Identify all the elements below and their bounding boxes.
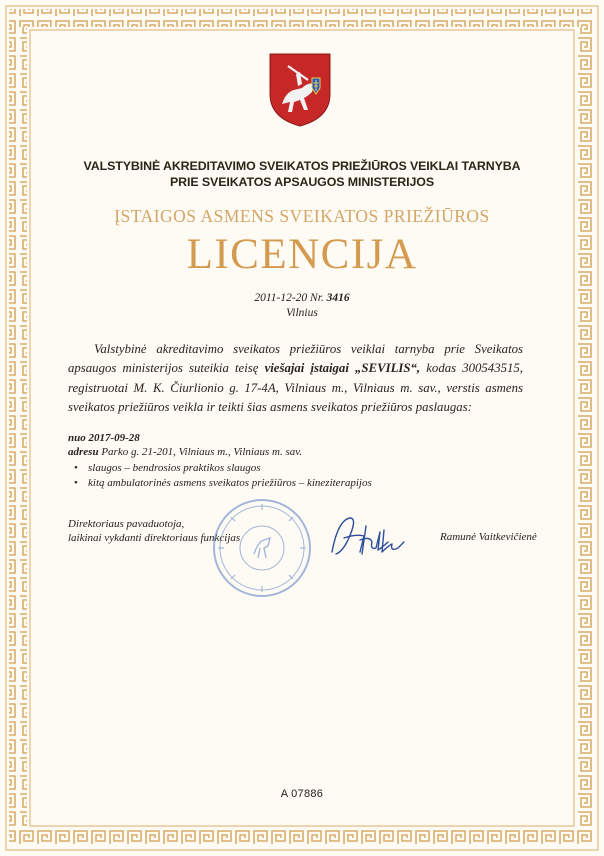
license-meta — [40, 291, 564, 321]
coat-of-arms-icon — [268, 52, 332, 128]
issue-date: 2011-12-20 Nr. — [254, 292, 324, 304]
official-stamp-icon — [210, 496, 314, 600]
issue-city: Vilnius — [286, 307, 318, 319]
license-details — [68, 431, 523, 490]
signer-name: Ramunė Vaitkevičienė — [440, 531, 537, 543]
position-line-1: Direktoriaus pavaduotoja, — [68, 518, 185, 530]
address-value: Parko g. 21-201, Vilniaus m., Vilniaus m. sav. — [98, 446, 303, 458]
body-part-2: kodas 300543515, registruotai M. K. Čiurlionio g. 17-4A, Vilniaus m., Vilniaus m. sav., verstis asmens sveikatos priežiūros veikla ir teikti šias asmens sveikatos priežiūros paslaugas: — [68, 361, 524, 415]
license-number: 3416 — [326, 292, 350, 304]
service-item: • kitą ambulatorinės asmens sveikatos priežiūros – kineziterapijos — [88, 476, 523, 491]
service-item: • slaugos – bendrosios praktikos slaugos — [88, 461, 523, 476]
license-body — [68, 340, 523, 418]
issuer-heading — [40, 158, 564, 190]
position-line-2: laikinai vykdanti direktoriaus funkcijas — [68, 532, 241, 544]
issuer-line-2: PRIE SVEIKATOS APSAUGOS MINISTERIJOS — [170, 175, 434, 189]
handwritten-signature-icon — [326, 512, 410, 562]
license-title: LICENCIJA — [186, 231, 418, 278]
institution-name: viešajai įstaigai „SEVILIS“, — [264, 361, 421, 376]
address-label: adresu — [68, 446, 99, 458]
valid-from: nuo 2017-09-28 — [68, 432, 140, 444]
body-part-1: Valstybinė akreditavimo sveikatos priežiūros veiklai tarnyba prie Sveikatos apsaugos ministerijos suteikia teisę — [68, 342, 523, 376]
services-list — [68, 461, 523, 490]
serial-number: A 07886 — [280, 788, 324, 800]
license-subtitle: ĮSTAIGOS ASMENS SVEIKATOS PRIEŽIŪROS — [114, 206, 490, 226]
issuer-line-1: VALSTYBINĖ AKREDITAVIMO SVEIKATOS PRIEŽIŪROS VEIKLAI TARNYBA — [83, 159, 521, 173]
